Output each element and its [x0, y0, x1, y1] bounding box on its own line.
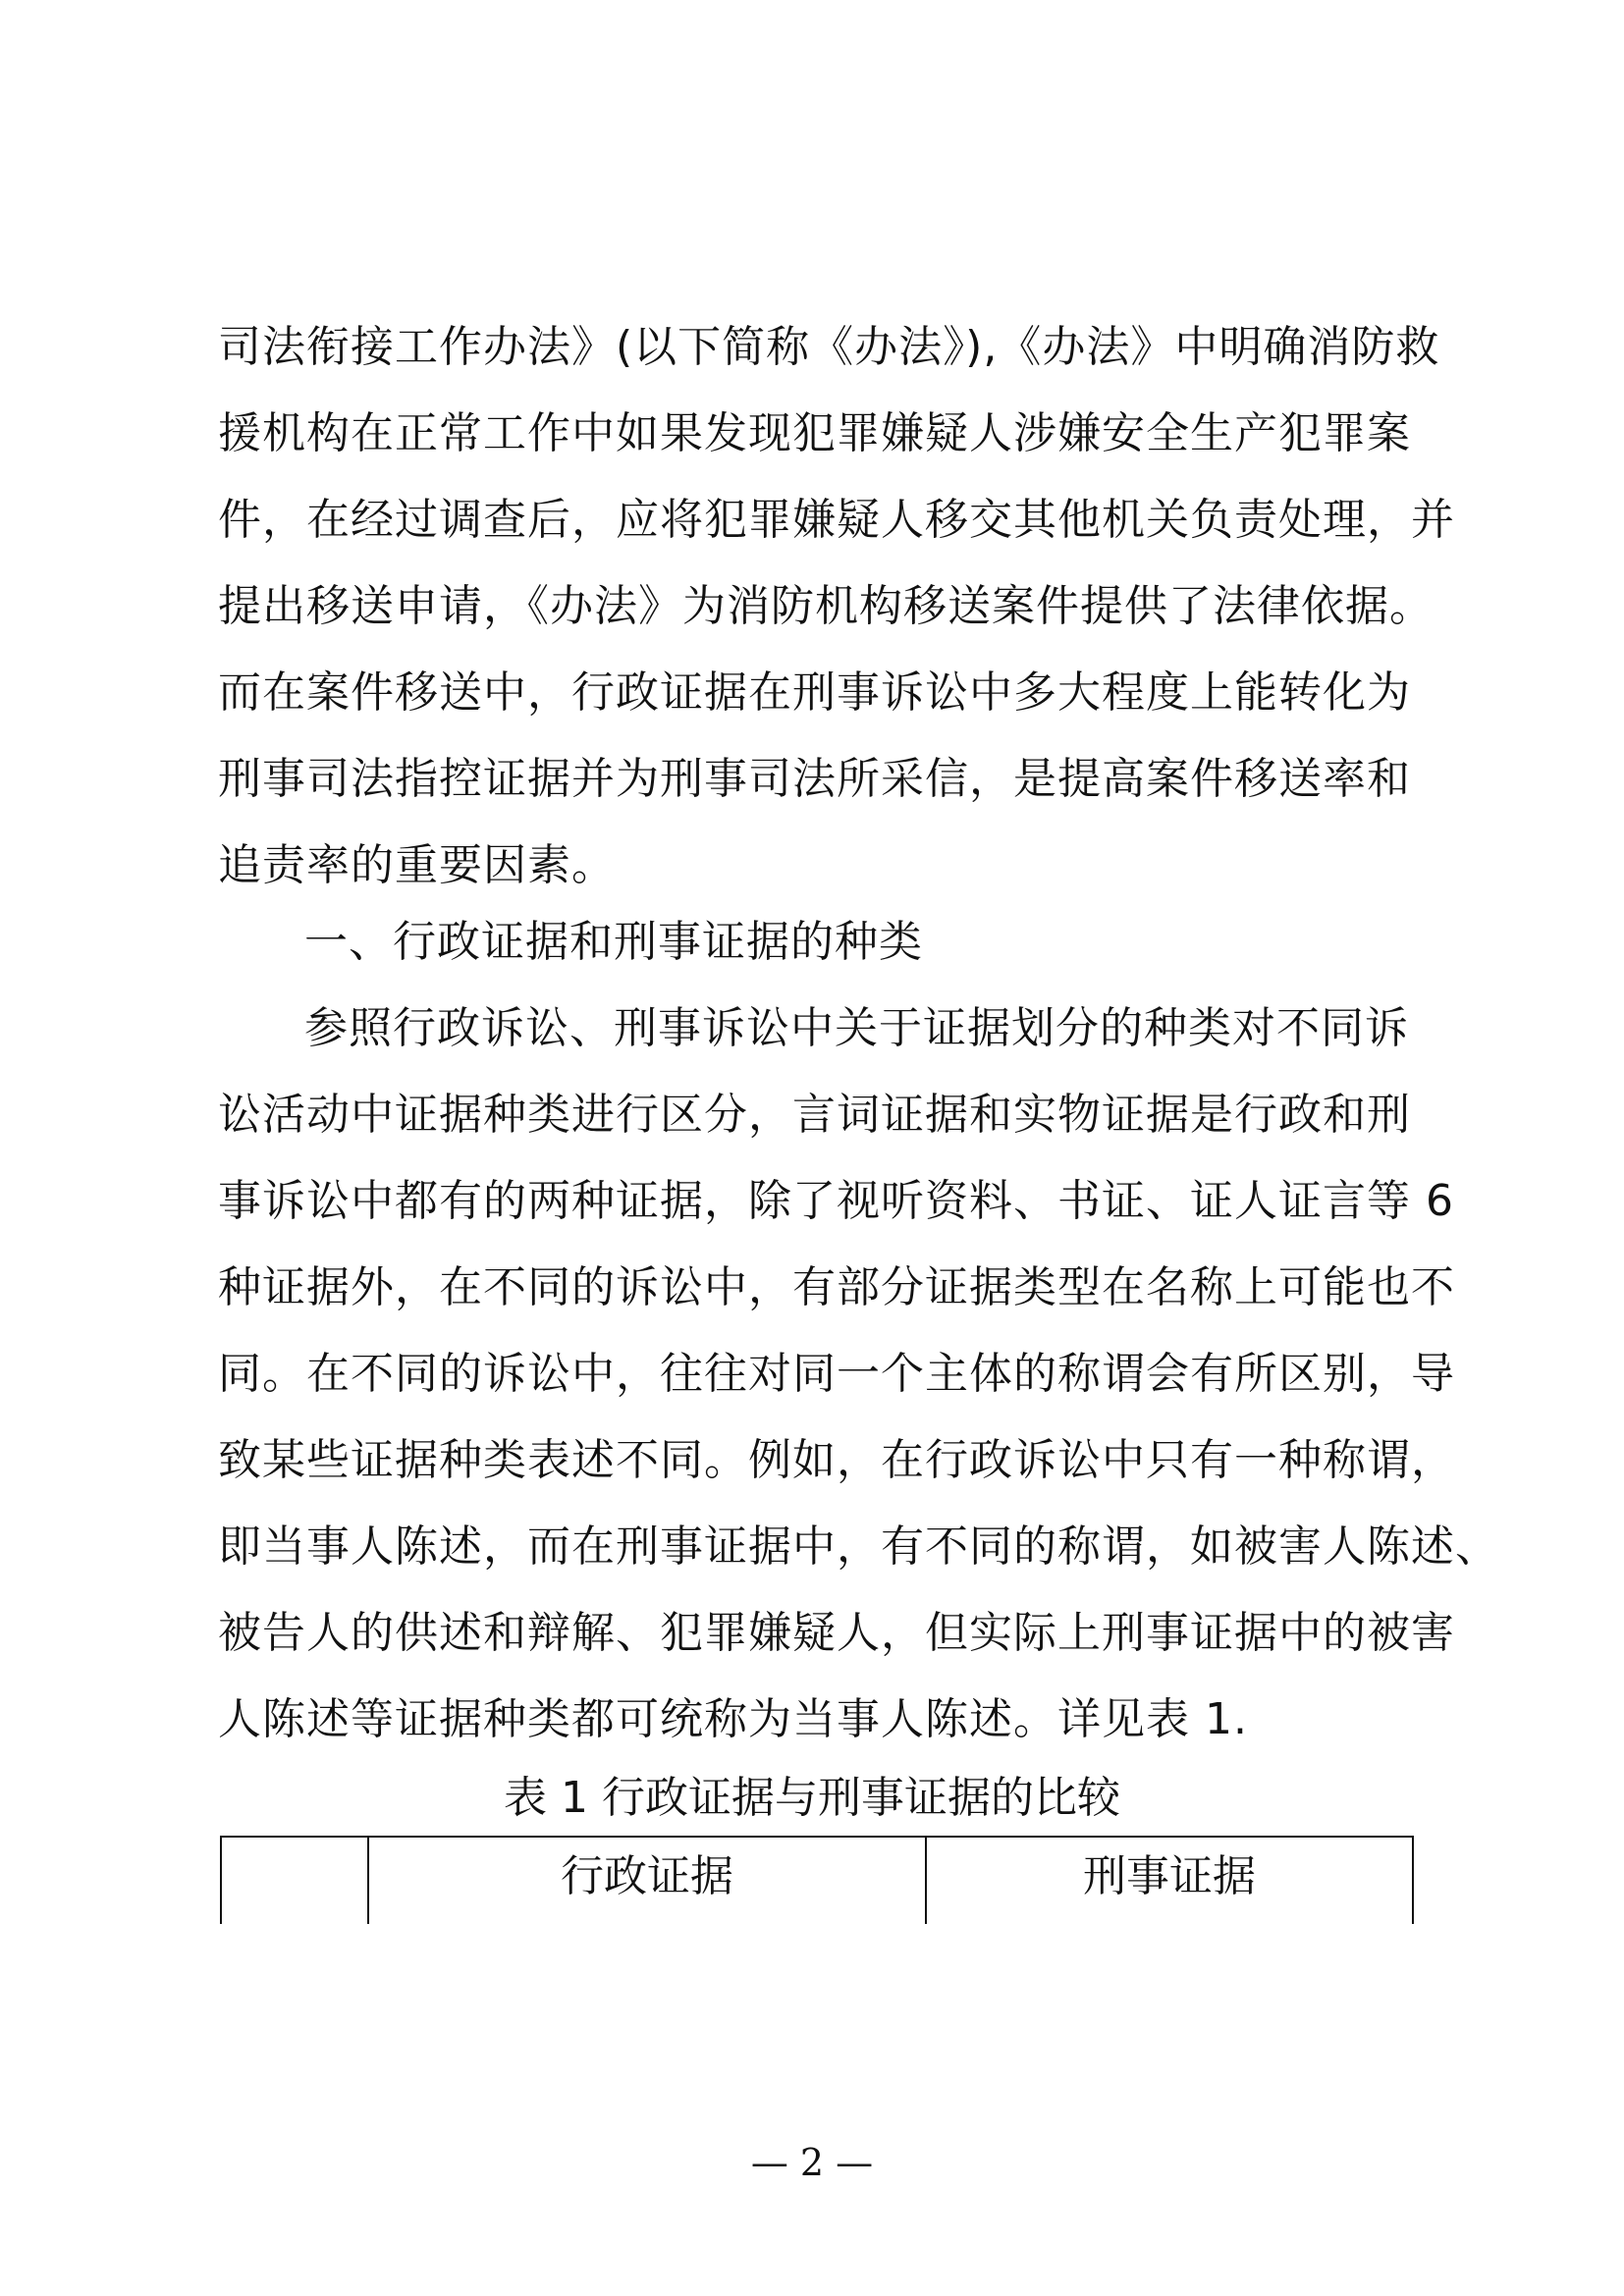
paragraph-line: 件，在经过调查后，应将犯罪嫌疑人移交其他机关负责处理，并: [218, 495, 1455, 545]
section-line: 同。在不同的诉讼中，往往对同一个主体的称谓会有所区别，导: [218, 1349, 1455, 1399]
comparison-table: [220, 1836, 1414, 1924]
section-line: 种证据外，在不同的诉讼中，有部分证据类型在名称上可能也不: [218, 1262, 1455, 1312]
table-header-cell: [222, 1838, 367, 1916]
section-line: 事诉讼中都有的两种证据，除了视听资料、书证、证人证言等 6: [218, 1176, 1454, 1226]
section-line: 致某些证据种类表述不同。例如，在行政诉讼中只有一种称谓，: [218, 1435, 1455, 1485]
paragraph-line: 提出移送申请，《办法》为消防机构移送案件提供了法律依据。: [218, 581, 1434, 631]
paragraph-line: 追责率的重要因素。: [218, 840, 616, 890]
page-number: — 2 —: [750, 2141, 874, 2184]
section-line: 人陈述等证据种类都可统称为当事人陈述。详见表 1.: [218, 1694, 1248, 1744]
section-line: 被告人的供述和辩解、犯罪嫌疑人，但实际上刑事证据中的被害: [218, 1608, 1455, 1658]
paragraph-line: 而在案件移送中，行政证据在刑事诉讼中多大程度上能转化为: [218, 667, 1411, 718]
paragraph-line: 刑事司法指控证据并为刑事司法所采信，是提高案件移送率和: [218, 754, 1411, 804]
table-border-right: [1412, 1838, 1414, 1924]
table-caption: 表 1 行政证据与刑事证据的比较: [504, 1773, 1120, 1823]
table-header-administrative: 行政证据: [561, 1851, 733, 1901]
paragraph-line: 援机构在正常工作中如果发现犯罪嫌疑人涉嫌安全生产犯罪案: [218, 408, 1411, 458]
paragraph-line: 司法衔接工作办法》(以下简称《办法》),《办法》中明确消防救: [218, 322, 1440, 372]
section-line: 即当事人陈述，而在刑事证据中，有不同的称谓，如被害人陈述、: [218, 1522, 1499, 1572]
table-header-criminal: 刑事证据: [1083, 1851, 1256, 1901]
section-line: 讼活动中证据种类进行区分，言词证据和实物证据是行政和刑: [218, 1090, 1411, 1140]
section-line: 参照行政诉讼、刑事诉讼中关于证据划分的种类对不同诉: [304, 1003, 1409, 1053]
section-heading: 一、行政证据和刑事证据的种类: [304, 917, 923, 967]
